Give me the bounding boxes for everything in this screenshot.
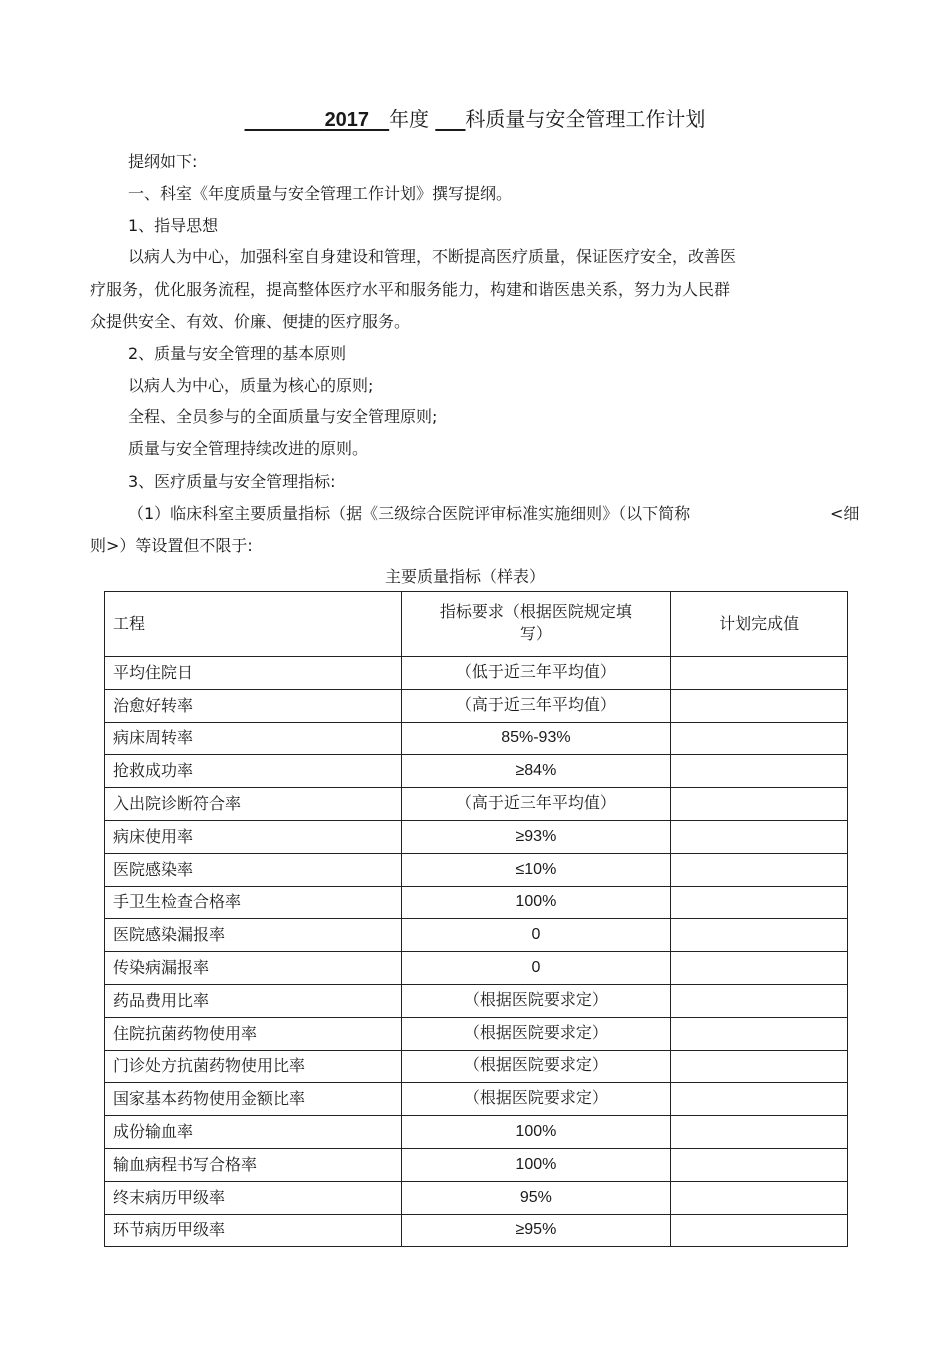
indicator-name-cell: 入出院诊断符合率 [105,788,402,821]
title-year: 2017 [324,109,370,131]
indicator-name-cell: 传染病漏报率 [105,952,402,985]
header-item: 工程 [105,592,402,657]
indicator-target-cell [671,919,848,952]
indicator-target-cell [671,1214,848,1247]
indicator-name-cell: 病床使用率 [105,820,402,853]
indicator-target-cell [671,1083,848,1116]
indicator-requirement-cell: （根据医院要求定） [401,1017,671,1050]
indicator-requirement-cell: ≥93% [401,820,671,853]
section-heading-1: 一、科室《年度质量与安全管理工作计划》撰写提纲。 [128,184,513,203]
header-target: 计划完成值 [671,592,848,657]
table-row [105,984,848,1017]
indicator-requirement-cell: ≥95% [401,1214,671,1247]
indicator-target-cell [671,657,848,690]
document-title [0,104,950,135]
indicator-name-cell: 门诊处方抗菌药物使用比率 [105,1050,402,1083]
table-row [105,820,848,853]
indicator-target-cell [671,788,848,821]
indicator-requirement-cell: （低于近三年平均值） [401,657,671,690]
indicator-requirement-cell: 95% [401,1181,671,1214]
table-row [105,1214,848,1247]
table-header-row [105,592,848,657]
indicator-requirement-cell: ≥84% [401,755,671,788]
indicator-target-cell [671,820,848,853]
indicator-target-cell [671,722,848,755]
indicator-name-cell: 手卫生检查合格率 [105,886,402,919]
item-heading-quality-indicators: 3、医疗质量与安全管理指标: [128,472,336,491]
table-row [105,1181,848,1214]
principle-line-3: 质量与安全管理持续改进的原则。 [128,439,369,458]
indicator-requirement-cell: （高于近三年平均值） [401,689,671,722]
item-heading-guiding-thought: 1、指导思想 [128,216,219,235]
header-requirement [401,592,671,657]
table-row [105,853,848,886]
table-row [105,1116,848,1149]
indicator-name-cell: 病床周转率 [105,722,402,755]
indicator-name-cell: 住院抗菌药物使用率 [105,1017,402,1050]
sub-item-1-line-1-tail: <细 [830,504,860,523]
indicator-name-cell: 医院感染漏报率 [105,919,402,952]
indicator-requirement-cell: ≤10% [401,853,671,886]
table-row [105,788,848,821]
indicator-name-cell: 国家基本药物使用金额比率 [105,1083,402,1116]
table-row [105,886,848,919]
indicator-name-cell: 医院感染率 [105,853,402,886]
indicator-target-cell [671,1116,848,1149]
indicator-requirement-cell: 85%-93% [401,722,671,755]
sub-item-1-line-1: （1）临床科室主要质量指标（据《三级综合医院评审标准实施细则》（以下简称 [128,504,691,523]
indicator-requirement-cell: （根据医院要求定） [401,1050,671,1083]
table-row [105,657,848,690]
table-row [105,755,848,788]
principle-line-1: 以病人为中心，质量为核心的原则; [128,376,374,395]
quality-indicators-table [104,591,848,1247]
indicator-target-cell [671,952,848,985]
title-rest: 科质量与安全管理工作计划 [465,107,706,131]
table-row [105,1050,848,1083]
indicator-requirement-cell: （高于近三年平均值） [401,788,671,821]
indicator-name-cell: 输血病程书写合格率 [105,1148,402,1181]
table-row [105,1017,848,1050]
table-row [105,919,848,952]
indicator-target-cell [671,1148,848,1181]
table-row [105,952,848,985]
indicator-requirement-cell: 0 [401,952,671,985]
title-blank-after-year: __ [369,107,390,131]
indicator-requirement-cell: （根据医院要求定） [401,1083,671,1116]
header-requirement-line-1: 指标要求（根据医院规定填 [439,604,632,621]
principle-line-2: 全程、全员参与的全面质量与安全管理原则; [128,407,438,426]
indicator-target-cell [671,853,848,886]
guide-paragraph-line-2: 疗服务，优化服务流程，提高整体医疗水平和服务能力，构建和谐医患关系，努力为人民群 [90,280,731,299]
header-requirement-line-2: 写） [519,626,552,643]
table-row [105,1083,848,1116]
table-caption: 主要质量指标（样表） [384,567,545,586]
indicator-target-cell [671,689,848,722]
indicator-requirement-cell: 100% [401,886,671,919]
indicator-target-cell [671,886,848,919]
indicator-target-cell [671,755,848,788]
table-row [105,1148,848,1181]
indicator-name-cell: 药品费用比率 [105,984,402,1017]
title-year-label: 年度 [389,107,430,131]
indicator-target-cell [671,984,848,1017]
indicator-name-cell: 抢救成功率 [105,755,402,788]
indicator-requirement-cell: （根据医院要求定） [401,984,671,1017]
outline-label: 提纲如下: [128,152,198,171]
sub-item-1-line-2: 则>）等设置但不限于: [90,536,253,555]
indicator-name-cell: 治愈好转率 [105,689,402,722]
indicator-requirement-cell: 0 [401,919,671,952]
indicator-target-cell [671,1017,848,1050]
indicator-name-cell: 成份输血率 [105,1116,402,1149]
table-row [105,689,848,722]
indicator-target-cell [671,1050,848,1083]
title-blank-department: ________ [244,107,325,131]
indicator-requirement-cell: 100% [401,1148,671,1181]
item-heading-basic-principles: 2、质量与安全管理的基本原则 [128,344,347,363]
indicator-name-cell: 环节病历甲级率 [105,1214,402,1247]
indicator-name-cell: 平均住院日 [105,657,402,690]
indicator-name-cell: 终末病历甲级率 [105,1181,402,1214]
table-row [105,722,848,755]
indicator-target-cell [671,1181,848,1214]
indicator-requirement-cell: 100% [401,1116,671,1149]
guide-paragraph-line-3: 众提供安全、有效、价廉、便捷的医疗服务。 [90,312,411,331]
guide-paragraph-line-1: 以病人为中心，加强科室自身建设和管理，不断提高医疗质量，保证医疗安全，改善医 [128,247,737,266]
title-blank-section: ___ [435,107,466,131]
